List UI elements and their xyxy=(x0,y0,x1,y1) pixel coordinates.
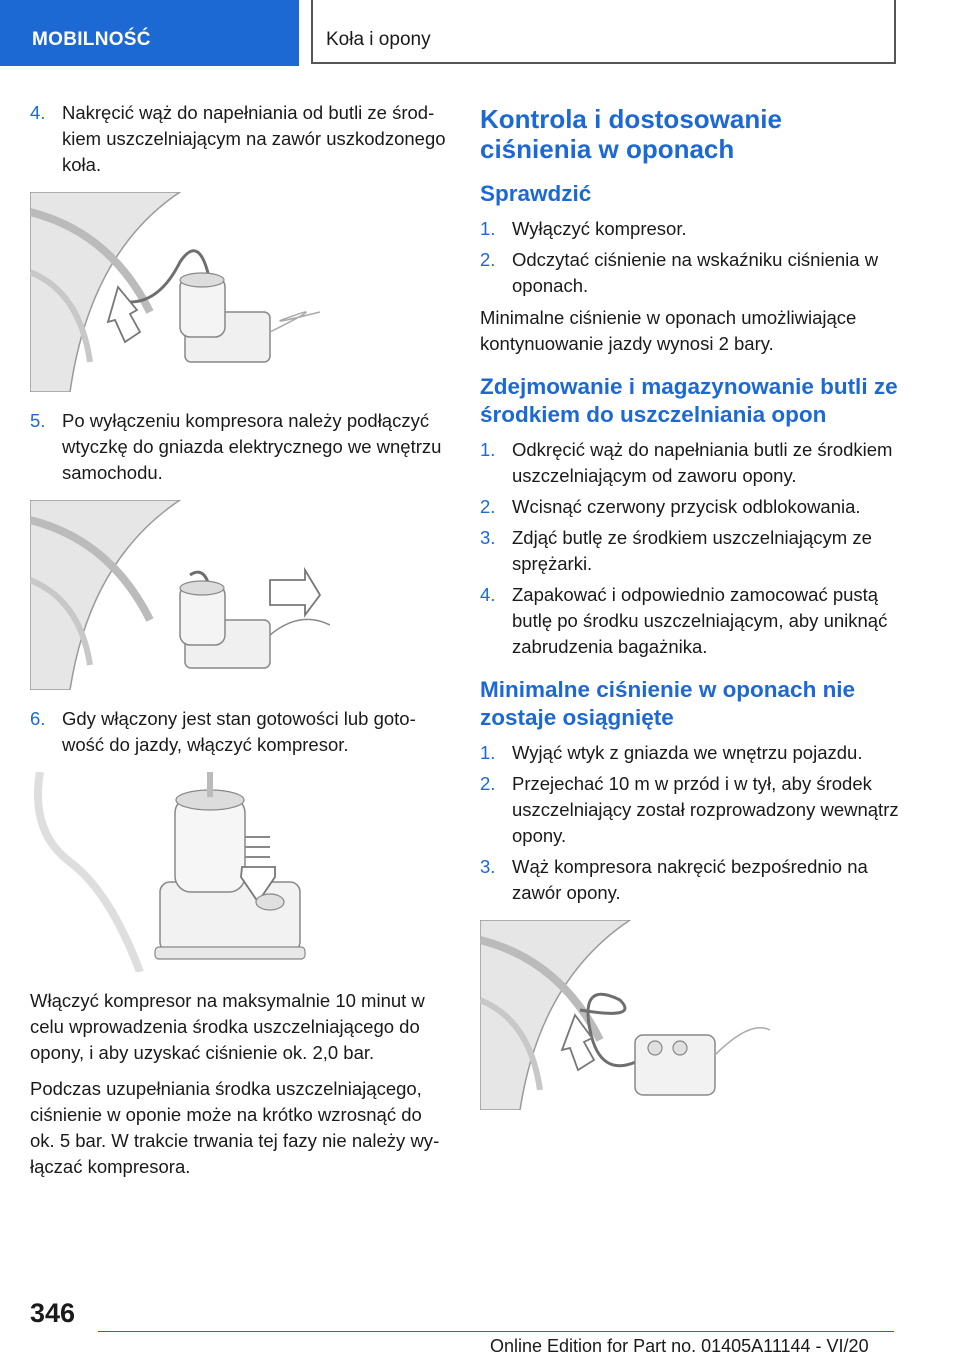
edition-info: Online Edition for Part no. 01405A11144 - VI/20 xyxy=(490,1336,869,1356)
check-step-1 xyxy=(480,216,900,242)
remove-step-3 xyxy=(480,525,900,577)
heading-check: Sprawdzić xyxy=(480,181,592,206)
step-4 xyxy=(30,100,450,178)
step-text: Przejechać 10 m w przód i w tył, aby środek uszczelniający został rozprowadzony wewnątrz opony. xyxy=(512,773,899,846)
remove-step-1 xyxy=(480,437,900,489)
step-number: 1. xyxy=(480,742,496,763)
step-number: 4. xyxy=(480,584,496,605)
step-text: Odczytać ciśnienie na wskaźniku ciśnienia w oponach. xyxy=(512,249,879,296)
minimum-step-2 xyxy=(480,771,900,849)
step-text: Wąż kompresora nakręcić bezpośrednio na zawór opony. xyxy=(512,856,868,903)
step-number: 1. xyxy=(480,218,496,239)
step-6 xyxy=(30,706,450,758)
minimum-step-3 xyxy=(480,854,900,906)
step-text: Wyjąć wtyk z gniazda we wnętrzu pojazdu. xyxy=(512,742,863,763)
minimum-step-1 xyxy=(480,740,900,766)
step-number: 3. xyxy=(480,856,496,877)
chapter-title: Koła i opony xyxy=(311,0,896,64)
heading-remove: Zdejmowanie i magazynowanie butli ze środkiem do uszczelniania opon xyxy=(480,374,898,427)
paragraph-minimum-pressure: Minimalne ciśnienie w oponach umożliwiające kontynuowanie jazdy wynosi 2 bary. xyxy=(480,307,857,354)
step-text: Zdjąć butlę ze środkiem uszczelniającym ze sprężarki. xyxy=(512,527,872,574)
paragraph-pressure-note: Podczas uzupełniania środka uszczelniającego, ciśnienie w oponie może na krótko wzrosnąć do ok. 5 bar. W trakcie trwania tej fazy nie należy wyłączać kompresora. xyxy=(30,1078,440,1177)
illustration-hose-to-valve xyxy=(30,192,330,392)
step-text: Gdy włączony jest stan gotowości lub gotowość do jazdy, włączyć kompresor. xyxy=(62,708,416,755)
step-text: Nakręcić wąż do napełniania od butli ze środkiem uszczelniającym na zawór uszkodzonego koła. xyxy=(62,102,446,175)
check-step-2 xyxy=(480,247,900,299)
step-number: 2. xyxy=(480,496,496,517)
step-text: Wcisnąć czerwony przycisk odblokowania. xyxy=(512,496,861,517)
step-number: 1. xyxy=(480,439,496,460)
step-number: 3. xyxy=(480,527,496,548)
section-tab: MOBILNOŚĆ xyxy=(0,0,299,66)
illustration-hose-direct-to-valve xyxy=(480,920,780,1110)
section-title: Kontrola i dostosowanie ciśnienia w oponach xyxy=(480,104,782,164)
illustration-compressor-switch xyxy=(30,772,330,972)
step-5 xyxy=(30,408,450,486)
right-column xyxy=(480,100,900,1126)
step-text: Po wyłączeniu kompresora należy podłączyć wtyczkę do gniazda elektrycznego we wnętrzu samochodu. xyxy=(62,410,442,483)
page-number: 346 xyxy=(30,1298,76,1328)
step-number: 2. xyxy=(480,773,496,794)
step-number: 4. xyxy=(30,102,46,123)
step-text: Zapakować i odpowiednio zamocować pustą butlę po środku uszczelniającym, aby uniknąć zabrudzenia bagażnika. xyxy=(512,584,888,657)
illustration-plug-into-socket xyxy=(30,500,330,690)
page-header xyxy=(0,0,960,66)
heading-minimum-not-reached: Minimalne ciśnienie w oponach nie zostaje osiągnięte xyxy=(480,677,856,730)
paragraph-duration: Włączyć kompresor na maksymalnie 10 minut w celu wprowadzenia środka uszczelniającego do opony, i aby uzyskać ciśnienie ok. 2,0 bar. xyxy=(30,990,425,1063)
left-column xyxy=(30,100,450,1190)
step-number: 5. xyxy=(30,410,46,431)
step-number: 2. xyxy=(480,249,496,270)
footer-divider xyxy=(98,1331,894,1332)
step-number: 6. xyxy=(30,708,46,729)
remove-step-4 xyxy=(480,582,900,660)
remove-step-2 xyxy=(480,494,900,520)
step-text: Wyłączyć kompresor. xyxy=(512,218,687,239)
step-text: Odkręcić wąż do napełniania butli ze środkiem uszczelniającym od zaworu opony. xyxy=(512,439,893,486)
